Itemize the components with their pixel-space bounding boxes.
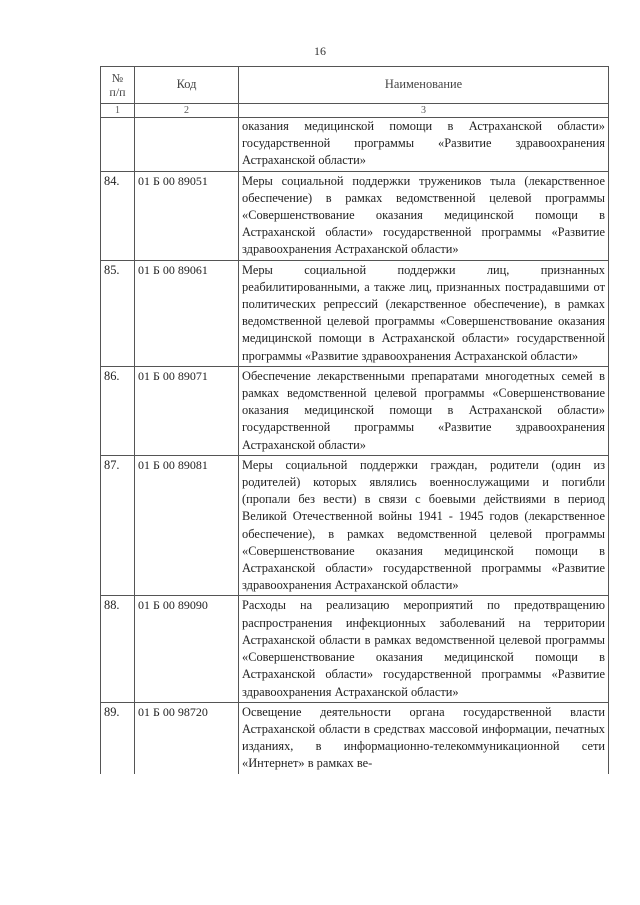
row-number: 86. bbox=[101, 366, 135, 455]
row-name: Меры социальной поддержки граждан, родители (один из родителей) которых являлись военнослужащими и погибли (пропали без вести) в связи с боевыми действиями в период Великой Отечественной войны 1941 - 1945 годов (лекарственное обеспечение), в рамках ведомственной целевой программы «Совершенствование оказания медицинской помощи в Астраханской области» государственной программы «Развитие здравоохранения Астраханской области» bbox=[239, 455, 609, 596]
table-row bbox=[101, 596, 609, 702]
row-code: 01 Б 00 89090 bbox=[135, 596, 239, 702]
table-row bbox=[101, 455, 609, 596]
budget-code-table bbox=[100, 66, 609, 774]
row-number: 87. bbox=[101, 455, 135, 596]
row-code: 01 Б 00 89081 bbox=[135, 455, 239, 596]
row-name: Меры социальной поддержки тружеников тыла (лекарственное обеспечение) в рамках ведомственной целевой программы «Совершенствование оказания медицинской помощи в Астраханской области» государственной программы «Развитие здравоохранения Астраханской области» bbox=[239, 171, 609, 260]
row-number: 88. bbox=[101, 596, 135, 702]
table-row bbox=[101, 171, 609, 260]
index-cell: 3 bbox=[239, 104, 609, 118]
row-number: 89. bbox=[101, 702, 135, 773]
row-name: Меры социальной поддержки лиц, признанных реабилитированными, а также лиц, признанных пострадавшими от политических репрессий (лекарственное обеспечение), в рамках ведомственной целевой программы «Совершенствование оказания медицинской помощи в Астраханской области» государственной программы «Развитие здравоохранения Астраханской области» bbox=[239, 260, 609, 366]
index-cell: 1 bbox=[101, 104, 135, 118]
row-code: 01 Б 00 89051 bbox=[135, 171, 239, 260]
table-row-continuation bbox=[101, 118, 609, 172]
row-name: Расходы на реализацию мероприятий по предотвращению распространения инфекционных заболеваний на территории Астраханской области в рамках ведомственной целевой программы «Совершенствование оказания медицинской помощи в Астраханской области» государственной программы «Развитие здравоохранения Астраханской области» bbox=[239, 596, 609, 702]
table-row bbox=[101, 366, 609, 455]
header-num: № п/п bbox=[101, 67, 135, 104]
row-code: 01 Б 00 89071 bbox=[135, 366, 239, 455]
header-name: Наименование bbox=[239, 67, 609, 104]
row-number: 85. bbox=[101, 260, 135, 366]
index-cell: 2 bbox=[135, 104, 239, 118]
row-name: Освещение деятельности органа государственной власти Астраханской области в средствах массовой информации, печатных изданиях, в информационно-телекоммуникационной сети «Интернет» в рамках ве- bbox=[239, 702, 609, 773]
row-number bbox=[101, 118, 135, 172]
page-number: 16 bbox=[314, 44, 326, 58]
row-number: 84. bbox=[101, 171, 135, 260]
header-code: Код bbox=[135, 67, 239, 104]
row-code: 01 Б 00 98720 bbox=[135, 702, 239, 773]
table-row bbox=[101, 702, 609, 773]
row-code: 01 Б 00 89061 bbox=[135, 260, 239, 366]
row-code bbox=[135, 118, 239, 172]
table-row bbox=[101, 260, 609, 366]
row-name: Обеспечение лекарственными препаратами многодетных семей в рамках ведомственной целевой программы «Совершенствование оказания медицинской помощи в Астраханской области» государственной программы «Развитие здравоохранения Астраханской области» bbox=[239, 366, 609, 455]
row-name: оказания медицинской помощи в Астраханской области» государственной программы «Развитие здравоохранения Астраханской области» bbox=[239, 118, 609, 172]
